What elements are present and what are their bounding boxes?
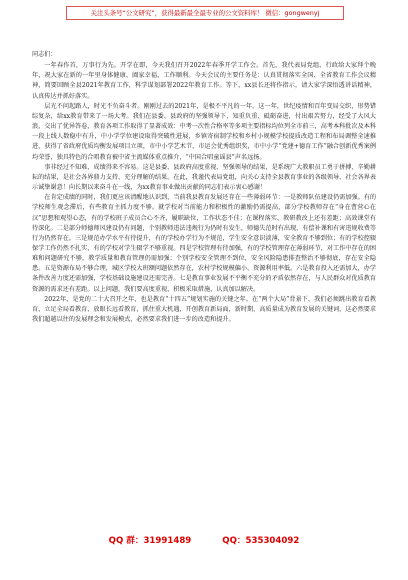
- salutation: 同志们：: [32, 51, 57, 58]
- paragraph-2: 层光不问起路人，时光不负奋斗者。刚刚过去的2021年，是极不平凡的一年。这一年，世纪疫情和百年变局交织，形势错综复杂，给xx教育带来了一场大考。我们在县委、县政府的坚强领导下，知重负重、砥砺奋进，付出艰苦努力，经受了大风大浪，交出了优异答卷，教育各项工作取得了显著成效：中考一次性合格率等多项主要指标均位列全市前三，高考本科批次及本科一段上线人数稳中有升，中小学学位建设取得突破性进展，乡镇寄宿制学校和乡村小规模学校提质改造工程和布局调整全速推进，获得了省政府优质均衡发展项目立项，市中小学艺术节、市运会优秀组织奖，市中小学“党建+德育工作”融合创新优秀案例均荣誉，独具特色的合唱教育被中省主流媒体重点推介，“中国合唱童谣县”声名远扬。: [32, 102, 376, 161]
- top-banner: [66, 6, 344, 20]
- paragraph-5: 2022年，是党的二十大召开之年，也是教育“十四五”规划实施的关键之年。在“两个大局”背景下，我们必须跳出教育看教育、立足全局看教育、放眼长远看教育，抓住重大机遇，开创教育新局面，新时期，高质量成为教育发展的关键词，这必然要求我们超越以往的发展理念和发展模式，必然要求我们进一步的改造和提升。: [32, 295, 376, 324]
- footer-qq-group: QQ 群：31991489: [108, 536, 192, 546]
- banner-text: 关注头条号“公文研究”，获得最新最全最专业的公文资料库！ 微信：gongwenyj: [90, 9, 320, 17]
- paragraph-3: 事非经过不知难，成绩得来不容易。这是县委、县政府高度重视、坚强领导的结果，是系统广大教职员工勇于拼搏、辛勤耕耘的结果，是社会各界鼎力支持、充分理解的结果。在此，我谨代表局党组，向关心支持全县教育事业的各级领导、社会各界表示诚挚谢意！向长期以来奋斗在一线，为xx教育事业做出贡献的同志们表示衷心感谢！: [32, 163, 376, 192]
- footer-qq: QQ：535304092: [222, 536, 300, 546]
- document-body: [32, 50, 376, 325]
- paragraph-1: 一年春作首，万事行为先。开学在即，今天我们召开2022年春季开学工作会。首先，我代表局党组、行政给大家拜个晚年，祝大家在新的一年里身体健康、阖家幸福、工作顺利。今天会议的主要任务是：认真贯彻落实全国、全省教育工作会议精神，简要回顾全县2021年教育工作，科学谋划部署2022年教育工作。等下，xx县长还将作指示，请大家学深悟透讲话精神，认真传达并抓好落实。: [32, 62, 376, 100]
- footer-contacts: [0, 534, 408, 546]
- paragraph-4: 在肯定成绩的同时，我们更应该清醒地认识到，当前我县教育发展还存在一些薄弱环节：一是教师队伍建设仍需加强。有的学校师生观念滞后，有些教育主抓力度不够。就学校对当前能力和积极性的激励仍需提高，部分学校教师存在“身在曹营心在汉”思想和观望心态，有的学校班子成员合心不齐，履职缺位，工作状态不佳；在课程落实、教研教改上还有差距；高效课堂有待深化。二是部分师德师风建设仍有问题，个别教师违法违规行为仍时有发生，师德失范时有出现，有偿补课和有害违规收费等行为仍然存在。三是规范办学水平有待提升，有的学校办学行为不规范，学生安全意识淡薄，安全教育不够到位；有的学校控辍保学工作仍然不扎实，有的学校对学生辍学不够重视。四是学校管理有待加强，有的学校管理存在薄弱环节，对工作中存在的困难和问题研究不够，教学质量和教育管理仍需加强；个别学校安全管理不到位，安全风险隐患排查整治不够彻底，存在安全隐患。五是资源布局不够合理，城区学校大班额问题依然存在，农村学校规模偏小、资源利用率低。六是教育投入还需加大，办学条件改善力度还需加强，学校基础设施建设还需完善。七是教育事业发展不平衡不充分的矛盾依然存在，与人民群众对优质教育资源的需求还有差距。以上问题，我们要高度重视，积极采取措施，认真加以解决。: [32, 194, 376, 293]
